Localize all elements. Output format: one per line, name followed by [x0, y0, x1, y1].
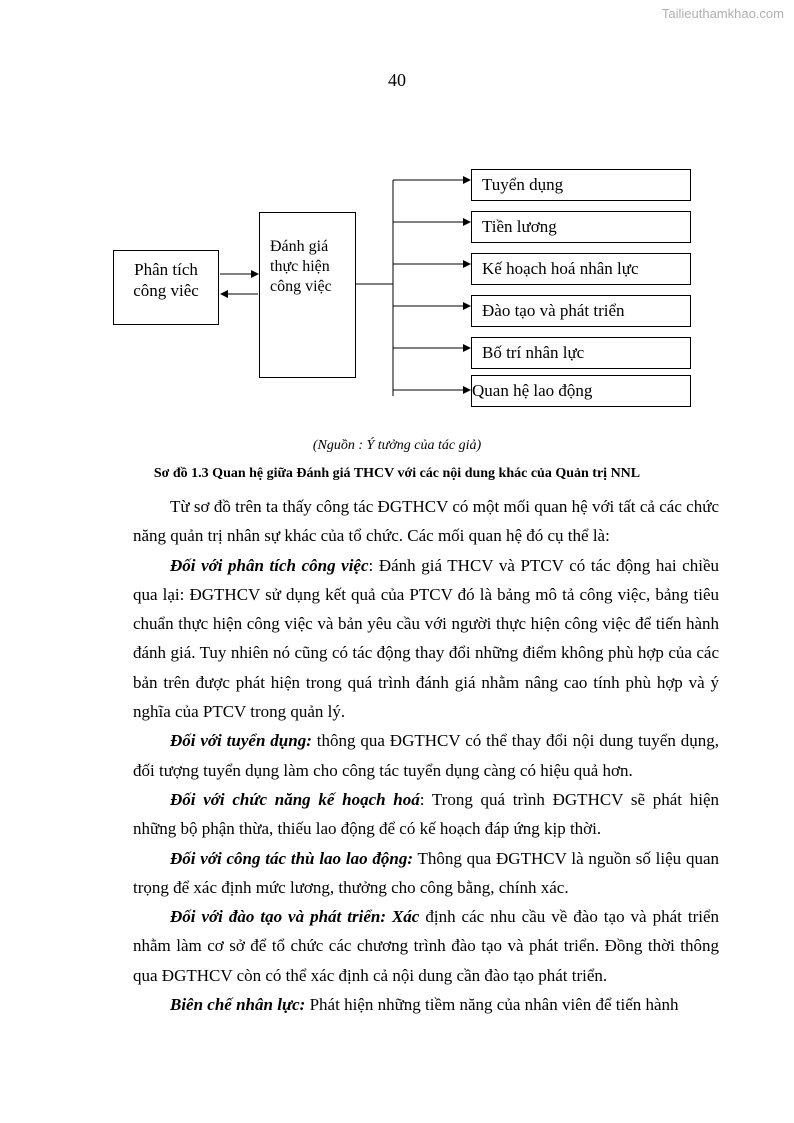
training-box: Đào tạo và phát triển: [471, 295, 691, 327]
paragraph-text: định các nhu cầu về đào tạo và phát triển nhằm làm cơ sở để tổ chức các chương trình đào tạo và phát triển. Đồng thời thông qua ĐGTHCV còn có thể xác định cả nội dung cần đào tạo phát triển.: [133, 907, 719, 985]
paragraph-text: : Trong quá trình ĐGTHCV sẽ phát hiện những bộ phận thừa, thiếu lao động để có kế hoạch đáp ứng kịp thời.: [133, 789, 719, 839]
paragraph: [133, 492, 719, 551]
paragraph-text: Phát hiện những tiềm năng của nhân viên để tiến hành: [305, 995, 679, 1015]
paragraph-lead: Đối với tuyển dụng:: [170, 731, 312, 751]
paragraph-lead: Đối với đào tạo và phát triển: Xác: [170, 907, 420, 927]
figure-title: Sơ đồ 1.3 Quan hệ giữa Đánh giá THCV với các nội dung khác của Quản trị NNL: [153, 466, 641, 481]
paragraph-text: : Đánh giá THCV và PTCV có tác động hai chiều qua lại: ĐGTHCV sử dụng kết quả của PTCV đó là bảng mô tả công việc, bảng tiêu chuẩn thực hiện công việc và bản yêu cầu với người thực hiện công việc để tiến hành đánh giá. Tuy nhiên nó cũng có tác động thay đổi những điểm không phù hợp của các bản trên được phát hiện trong quá trình đánh giá nhằm nâng cao tính phù hợp và ý nghĩa của PTCV trong quản lý.: [133, 555, 719, 722]
staffing-box: Bố trí nhân lực: [471, 337, 691, 369]
box-label: công việc: [270, 278, 332, 295]
recruitment-box: Tuyển dụng: [471, 169, 691, 201]
paragraph-lead: Đối với công tác thù lao lao động:: [170, 848, 413, 868]
paragraph: [133, 844, 719, 903]
labor-relations-box: Quan hệ lao động: [471, 375, 691, 407]
performance-evaluation-box: [259, 212, 356, 378]
figure-source: (Nguồn : Ý tưởng của tác giả): [312, 438, 482, 453]
box-label: thực hiện: [270, 258, 330, 275]
paragraph-lead: Biên chế nhân lực:: [170, 995, 306, 1015]
paragraph: [133, 726, 719, 785]
paragraph: [133, 902, 719, 990]
paragraph-lead: Đối với phân tích công việc: [170, 555, 369, 575]
paragraph-text: thông qua ĐGTHCV có thể thay đổi nội dung tuyển dụng, đối tượng tuyển dụng làm cho công tác tuyển dụng càng có hiệu quả hơn.: [133, 731, 719, 780]
box-label: Phân tích: [134, 260, 198, 279]
paragraph: [133, 990, 719, 1019]
watermark: Tailieuthamkhao.com: [661, 6, 784, 21]
box-label: công viêc: [133, 281, 199, 300]
paragraph: [133, 551, 719, 727]
paragraph-text: Từ sơ đồ trên ta thấy công tác ĐGTHCV có một mối quan hệ với tất cả các chức năng quản trị nhân sự khác của tổ chức. Các mối quan hệ đó cụ thể là:: [133, 497, 719, 546]
salary-box: Tiền lương: [471, 211, 691, 243]
hr-planning-box: Kế hoạch hoá nhân lực: [471, 253, 691, 285]
paragraph: [133, 785, 719, 844]
paragraph-text: Thông qua ĐGTHCV là nguồn số liệu quan trọng để xác định mức lương, thưởng cho công bằng, chính xác.: [133, 848, 719, 897]
page-number: 40: [388, 70, 406, 90]
body-text: [133, 492, 719, 1019]
paragraph-lead: Đối với chức năng kế hoạch hoá: [170, 789, 420, 809]
relationship-diagram: [0, 0, 794, 430]
box-label: Đánh giá: [270, 238, 329, 255]
job-analysis-box: [113, 250, 219, 325]
